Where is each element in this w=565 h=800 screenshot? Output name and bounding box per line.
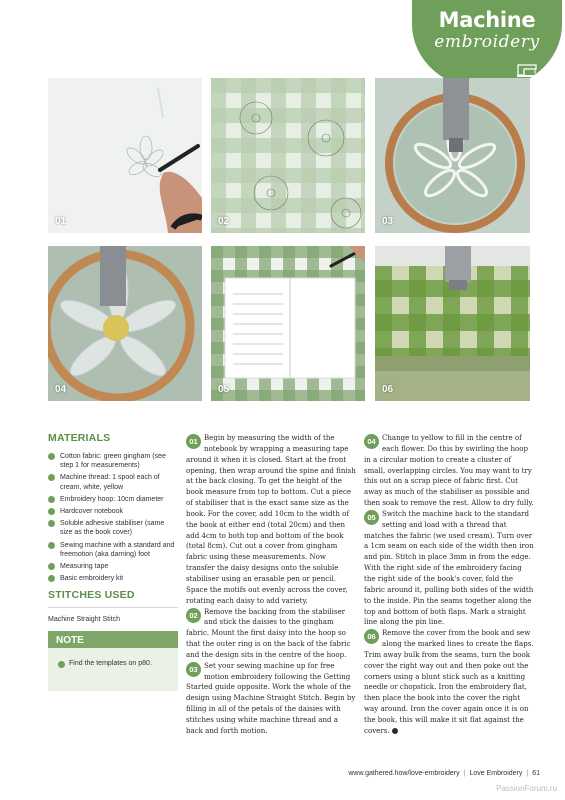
- notebook-illustration: [211, 246, 365, 401]
- photo-number: 04: [55, 384, 67, 395]
- list-item: Measuring tape: [48, 562, 178, 571]
- drawing-hand-illustration: [48, 78, 202, 233]
- bullet-icon: [48, 563, 55, 570]
- step-photo-05: [211, 246, 365, 401]
- bullet-icon: [48, 474, 55, 481]
- bullet-icon: [48, 453, 55, 460]
- step-photo-02: [211, 78, 365, 233]
- materials-heading: MATERIALS: [48, 432, 111, 444]
- divider: [48, 607, 178, 608]
- materials-list: [48, 452, 178, 583]
- bullet-icon: [48, 520, 55, 527]
- list-item: Basic embroidery kit: [48, 574, 178, 583]
- embroidery-hoop-illustration: [375, 78, 530, 233]
- step-photo-03: [375, 78, 530, 233]
- end-mark-icon: [392, 728, 398, 734]
- note-box: [48, 631, 178, 691]
- step-text: Remove the cover from the book and sew along the marked lines to create the flaps. Trim away bulk from the seams, turn the book cover the right way out and then poke out the corners using a blunt stick such as a knitting needle or chopstick. Iron the embroidery flat, then place the book into the cover the right way around. Iron the cover again once it is on the book, this will make it sit flat against the covers.: [364, 628, 534, 735]
- footer-url[interactable]: www.gathered.how/love-embroidery: [348, 770, 460, 777]
- step-02: [186, 607, 356, 661]
- step-photo-04: [48, 246, 202, 401]
- page-footer: www.gathered.how/love-embroidery | Love Embroidery | 61: [348, 770, 540, 777]
- photo-number: 03: [382, 216, 394, 227]
- step-text: Remove the backing from the stabiliser and stick the daisies to the gingham fabric. Mount the first daisy into the hoop so that the outer ring is on the back of the fabric and the design sits in the centre of the hoop.: [186, 606, 351, 659]
- step-photo-06: [375, 246, 530, 401]
- instructions-column-1: [186, 433, 356, 737]
- step-text: Set your sewing machine up for free motion embroidery following the Getting Started guide opposite. Work the whole of the design using Machine Straight Stitch. Begin by filling in all of the petals of the daisies with stitches using white machine thread and a back and forth motion.: [186, 660, 356, 735]
- photo-number: 02: [218, 216, 230, 227]
- step-01: [186, 433, 356, 607]
- bullet-icon: [48, 542, 55, 549]
- step-text: Change to yellow to fill in the centre of each flower. Do this by swirling the hoop in a circular motion to create a cluster of small, overlapping circles. You may want to try this out on a scrap piece of fabric first. Cut away as much of the stabiliser as possible and then soak to remove the rest. Allow to dry fully.: [364, 433, 534, 508]
- stitched-daisy-illustration: [48, 246, 202, 401]
- gingham-fabric-illustration: [211, 78, 365, 233]
- step-number: 03: [186, 662, 201, 677]
- step-number: 04: [364, 434, 379, 449]
- instructions-column-2: [364, 433, 534, 737]
- photo-number: 01: [55, 216, 67, 227]
- step-number: 01: [186, 434, 201, 449]
- step-03: [186, 661, 356, 737]
- stitches-heading: STITCHES USED: [48, 589, 135, 602]
- list-item: Machine thread: 1 spool each of cream, white, yellow: [48, 473, 178, 491]
- list-item: Cotton fabric: green gingham (see step 1 for measurements): [48, 452, 178, 470]
- photo-number: 05: [218, 384, 230, 395]
- step-number: 06: [364, 629, 379, 644]
- bullet-icon: [48, 496, 55, 503]
- section-title: Machine: [438, 8, 536, 32]
- note-heading: NOTE: [48, 631, 178, 648]
- stitches-text: Machine Straight Stitch: [48, 616, 120, 624]
- sewing-machine-icon: [516, 62, 542, 78]
- sewing-seam-illustration: [375, 246, 530, 401]
- sidebar-column: [48, 432, 178, 691]
- step-05: [364, 509, 534, 628]
- bullet-icon: [58, 661, 65, 668]
- step-04: [364, 433, 534, 509]
- list-item: Embroidery hoop: 10cm diameter: [48, 495, 178, 504]
- step-number: 02: [186, 608, 201, 623]
- section-subtitle: embroidery: [434, 32, 540, 52]
- note-text: Find the templates on p80.: [58, 660, 152, 667]
- list-item: Sewing machine with a standard and freemotion (aka darning) foot: [48, 541, 178, 559]
- list-item: Hardcover notebook: [48, 507, 178, 516]
- step-number: 05: [364, 510, 379, 525]
- watermark: PassionForum.ru: [496, 784, 557, 793]
- step-text: Switch the machine back to the standard setting and load with a thread that matches the fabric (we used cream). Turn over a 1cm seam on each side of the width then iron and pin. Stitch in place 3mm in from the edge. With the right side of the embroidery facing the right side of the book's cover, fold the fabric around it, pulling both sides of the width to the inside. Pin the seams together along the top and bottom of both flaps. Mark a straight line along the pin line.: [364, 508, 534, 627]
- bullet-icon: [48, 508, 55, 515]
- section-badge: [412, 0, 562, 90]
- footer-magazine: Love Embroidery: [469, 770, 523, 777]
- page-number: 61: [532, 770, 540, 777]
- step-06: [364, 628, 534, 736]
- list-item: Soluble adhesive stabiliser (same size as the book cover): [48, 519, 178, 537]
- bullet-icon: [48, 575, 55, 582]
- step-photo-01: [48, 78, 202, 233]
- photo-number: 06: [382, 384, 394, 395]
- step-text: Begin by measuring the width of the notebook by wrapping a measuring tape around it when it is closed. Start at the front opening, then wrap around the spine and finish at the back closing. To get the height of the book measure from top to bottom. Cut a piece of stabiliser that is the exact same size as the book. For the cover, add 10cm to the width of the book at either end (total 20cm) and then add 4cm to both top and bottom of the book (total 8cm). Cut out a cover from gingham fabric using these measurements. Now transfer the daisy designs onto the soluble stabiliser using an erasable pen or pencil. Space the motifs out evenly across the cover, rotating each daisy to add variety.: [186, 433, 356, 605]
